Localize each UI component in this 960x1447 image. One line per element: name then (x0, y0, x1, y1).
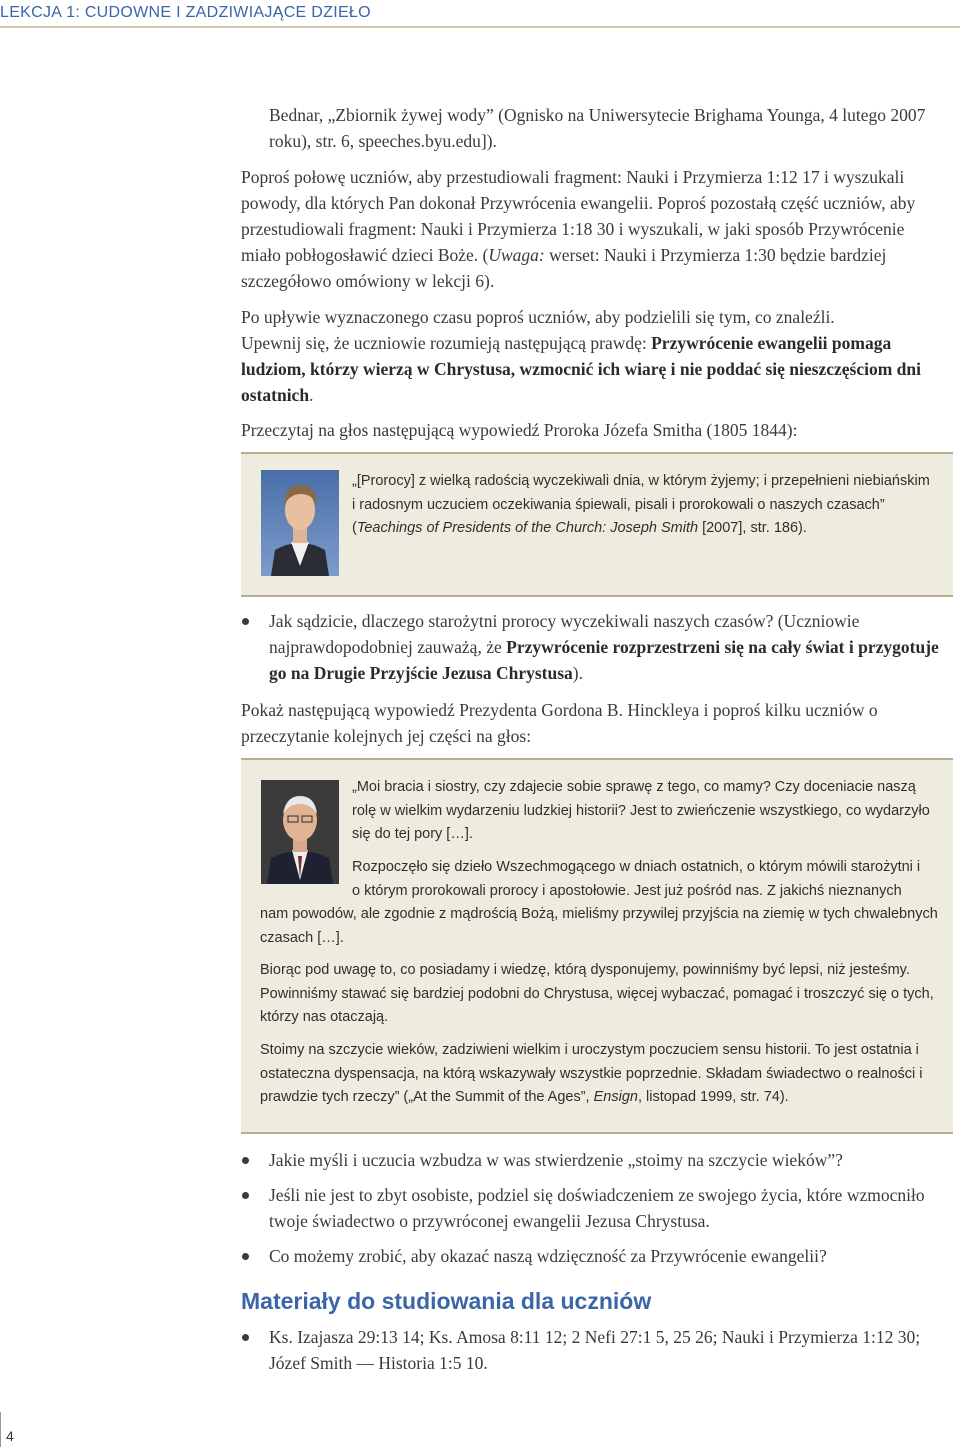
hinckley-quote-part-3: Biorąc pod uwagę to, co posiadamy i wiedzę, którą dysponujemy, powinniśmy być lepsi, niż jesteśmy. Powinniśmy stawać się bardziej podobni do Chrystusa, więcej wybaczać, pomagać i troszczyć się o tych, którzy nas otaczają. (260, 962, 934, 1025)
quote-box-joseph-smith (241, 452, 953, 597)
bullet-icon (242, 1157, 249, 1164)
page-margin-rule (0, 1412, 1, 1447)
quote-source-details: [2007], str. 186). (698, 520, 807, 536)
question-text: Jak sądzicie, dlaczego starożytni prorocy wyczekiwali naszych czasów? (Uczniowie najprawdopodobniej zauważą, że (269, 611, 860, 657)
hinckley-quote-part-2b: nam powodów, ale zgodnie z mądrością Bożą, mieliśmy przywilej przyjścia na ziemię w tych chwalebnych czasach […]. (260, 906, 938, 946)
question-end: ). (572, 663, 583, 683)
citation-continuation: Bednar, „Zbiornik żywej wody” (Ognisko na Uniwersytecie Brighama Younga, 4 lutego 2007 roku), str. 6, speeches.byu.edu]). (269, 105, 926, 151)
bullet-icon (242, 1192, 249, 1199)
discussion-question (269, 608, 949, 686)
read-aloud-instruction: Przeczytaj na głos następującą wypowiedź Proroka Józefa Smitha (1805 1844): (241, 420, 798, 440)
quote-text: Stoimy na szczycie wieków, zadziwieni wielkim i uroczystym poczuciem sensu historii. To jest ostatnia i ostateczna dyspensacja, na którą wskazywały wszystkie poprzednie. Składam świadectwo o realności i prawdzie tych rzeczy” („At the Summit of the Ages”, (260, 1042, 923, 1105)
bullet-icon (242, 1334, 249, 1341)
quote-source-title: Teachings of Presidents of the Church: Joseph Smith (356, 520, 699, 536)
bullet-icon (242, 1253, 249, 1260)
joseph-smith-quote (352, 470, 932, 541)
question-truth: Przywrócenie rozprzestrzeni się na cały świat i przygotuje go na Drugie Przyjście Jezusa Chrystusa (269, 637, 939, 683)
discussion-question: Co możemy zrobić, aby okazać naszą wdzięczność za Przywrócenie ewangelii? (269, 1246, 827, 1266)
truth-intro: Upewnij się, że uczniowie rozumieją następującą prawdę: (241, 333, 652, 353)
discussion-question: Jakie myśli i uczucia wzbudza w was stwierdzenie „stoimy na szczycie wieków”? (269, 1150, 843, 1170)
hinckley-quote-part-2a: Rozpoczęło się dzieło Wszechmogącego w dniach ostatnich, o którym mówili starożytni i o którym prorokowali prorocy i apostołowie. Jest już pośród nas. Z jakichś nieznanych (352, 859, 921, 899)
instruction-part-1: Poproś połowę uczniów, aby przestudiowali fragment: Nauki i Przymierza 1:12 17 i wyszukali powody, dla których Pan dokonał Przywrócenia ewangelii. (241, 167, 905, 213)
truth-end: . (309, 385, 314, 405)
hinckley-instruction: Pokaż następującą wypowiedź Prezydenta Gordona B. Hinckleya i poproś kilku uczniów o przeczytanie kolejnych jej części na głos: (241, 700, 878, 746)
discussion-question: Jeśli nie jest to zbyt osobiste, podziel się doświadczeniem ze swojego życia, które wzmocniło twoje świadectwo o przywróconej ewangelii Jezusa Chrystusa. (269, 1185, 925, 1231)
quote-box-hinckley (241, 758, 953, 1134)
page-number: 4 (6, 1428, 14, 1444)
hinckley-portrait (261, 780, 339, 884)
bullet-icon (242, 618, 249, 625)
instruction-part-2: Poproś pozostałą część uczniów, aby przestudiowali fragment: Nauki i Przymierza 1:18 30 i wyszukali, w jaki sposób Przywrócenie miało pobłogosławić dzieci Boże. (241, 193, 916, 265)
joseph-smith-portrait (261, 470, 339, 576)
truth-statement: Przywrócenie ewangelii pomaga ludziom, którzy wierzą w Chrystusa, wzmocnić ich wiarę i nie poddać się nieszczęściom dni ostatnich (241, 333, 921, 405)
materials-list: Ks. Izajasza 29:13 14; Ks. Amosa 8:11 12; 2 Nefi 27:1 5, 25 26; Nauki i Przymierza 1:12 30; Józef Smith — Historia 1:5 10. (269, 1327, 921, 1373)
running-header (0, 0, 960, 28)
truth-paragraph (241, 330, 946, 408)
quote-source-title: Ensign (593, 1089, 638, 1105)
lesson-title: LEKCJA 1: CUDOWNE I ZADZIWIAJĄCE DZIEŁO (0, 4, 371, 21)
quote-source-details: , listopad 1999, str. 74). (637, 1089, 789, 1105)
hinckley-quote-part-4 (260, 1039, 940, 1110)
quote-text: „[Prorocy] z wielką radością wyczekiwali dnia, w którym żyjemy; i przepełnieni niebiańskim i radosnym uczuciem oczekiwania śpiewali, pisali i prorokowali o naszych czasach” ( (352, 473, 930, 536)
note-text: werset: Nauki i Przymierza 1:30 będzie bardziej szczegółowo omówiony w lekcji 6). (241, 245, 887, 291)
sharing-paragraph: Po upływie wyznaczonego czasu poproś uczniów, aby podzielili się tym, co znaleźli. (241, 307, 835, 327)
header-rule (0, 26, 960, 28)
instruction-paragraph (241, 164, 946, 294)
hinckley-quote-part-1: „Moi bracia i siostry, czy zdajecie sobie sprawę z tego, co mamy? Czy doceniacie naszą rolę w wielkim wydarzeniu ludzkiej historii? Jest to zwieńczenie wszystkiego, co wydarzyło się do tej pory […]. (352, 779, 930, 842)
note-open: ( (482, 245, 489, 265)
note-label: Uwaga: (488, 245, 545, 265)
materials-heading: Materiały do studiowania dla uczniów (241, 1288, 652, 1314)
